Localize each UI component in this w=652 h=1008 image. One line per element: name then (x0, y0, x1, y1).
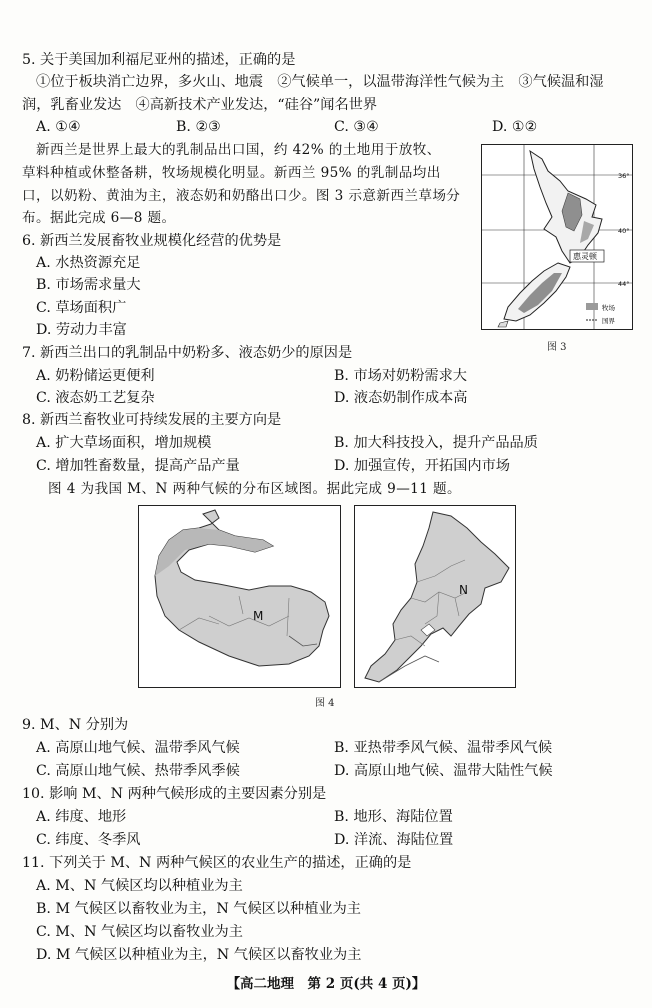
figure-4-map-n (354, 505, 516, 688)
q5-stem: 5. 关于美国加利福尼亚州的描述，正确的是 (22, 52, 296, 68)
q5-statements-1: ①位于板块消亡边界，多火山、地震 ②气候单一，以温带海洋性气候为主 ③气候温和湿 (36, 74, 604, 90)
q5-option-b[interactable]: B. ②③ (176, 119, 221, 135)
q10-option-b[interactable]: B. 地形、海陆位置 (334, 809, 453, 825)
q7-option-c[interactable]: C. 液态奶工艺复杂 (36, 390, 155, 406)
q11-option-a[interactable]: A. M、N 气候区均以种植业为主 (36, 878, 243, 894)
q8-option-c[interactable]: C. 增加牲畜数量，提高产品产量 (36, 458, 240, 474)
passage-nz-line1: 新西兰是世界上最大的乳制品出口国，约 42% 的土地用于放牧、 (36, 142, 441, 158)
figure-3-caption: 图 3 (547, 342, 567, 353)
q6-option-b[interactable]: B. 市场需求量大 (36, 277, 141, 293)
fig3-city-label: 惠灵顿 (573, 252, 597, 261)
q8-option-a[interactable]: A. 扩大草场面积，增加规模 (36, 435, 212, 451)
figure-4-caption: 图 4 (315, 698, 335, 709)
q8-stem: 8. 新西兰畜牧业可持续发展的主要方向是 (22, 412, 282, 428)
q10-option-d[interactable]: D. 洋流、海陆位置 (334, 832, 454, 848)
q7-option-b[interactable]: B. 市场对奶粉需求大 (334, 368, 467, 384)
figure-4-map-m (138, 505, 341, 688)
q5-statements-2: 润，乳畜业发达 ④高新技术产业发达，“硅谷”闻名世界 (22, 97, 378, 113)
q9-option-b[interactable]: B. 亚热带季风气候、温带季风气候 (334, 740, 553, 756)
fig3-lat-36: 36° (618, 172, 630, 180)
legend-pasture-swatch (586, 303, 598, 310)
figure-3-map (481, 144, 633, 330)
q9-stem: 9. M、N 分别为 (22, 717, 129, 733)
q10-option-c[interactable]: C. 纬度、冬季风 (36, 832, 141, 848)
q8-option-b[interactable]: B. 加大科技投入，提升产品品质 (334, 435, 538, 451)
q6-option-a[interactable]: A. 水热资源充足 (36, 255, 141, 271)
q9-option-d[interactable]: D. 高原山地气候、温带大陆性气候 (334, 763, 553, 779)
passage-nz-line3: 口，以奶粉、黄油为主，液态奶和奶酪出口少。图 3 示意新西兰草场分 (22, 188, 461, 204)
q5-option-d[interactable]: D. ①② (492, 119, 538, 135)
q6-stem: 6. 新西兰发展畜牧业规模化经营的优势是 (22, 233, 282, 249)
fig3-lat-44: 44° (618, 280, 630, 288)
q5-option-a[interactable]: A. ①④ (36, 119, 81, 135)
page-footer: 【高二地理 第 2 页(共 4 页)】 (226, 976, 426, 992)
q7-stem: 7. 新西兰出口的乳制品中奶粉多、液态奶少的原因是 (22, 345, 353, 361)
q7-option-a[interactable]: A. 奶粉储运更便利 (36, 368, 155, 384)
q10-stem: 10. 影响 M、N 两种气候形成的主要因素分别是 (22, 786, 327, 802)
q7-option-d[interactable]: D. 液态奶制作成本高 (334, 390, 468, 406)
q10-option-a[interactable]: A. 纬度、地形 (36, 809, 127, 825)
passage-nz-line4: 布。据此完成 6—8 题。 (22, 210, 176, 226)
fig3-legend-pasture: 牧场 (602, 304, 615, 312)
q9-option-a[interactable]: A. 高原山地气候、温带季风气候 (36, 740, 240, 756)
fig4-label-n: N (459, 583, 468, 597)
fig3-legend-border: 国界 (602, 317, 615, 325)
q5-option-c[interactable]: C. ③④ (334, 119, 379, 135)
fig3-lat-40: 40° (618, 227, 630, 235)
fig4-label-m: M (253, 609, 264, 623)
q6-option-d[interactable]: D. 劳动力丰富 (36, 322, 127, 338)
q6-option-c[interactable]: C. 草场面积广 (36, 300, 127, 316)
q11-option-d[interactable]: D. M 气候区以种植业为主，N 气候区以畜牧业为主 (36, 947, 362, 963)
q11-option-c[interactable]: C. M、N 气候区均以畜牧业为主 (36, 924, 243, 940)
passage-fig4-intro: 图 4 为我国 M、N 两种气候的分布区域图。据此完成 9—11 题。 (48, 481, 461, 497)
q11-option-b[interactable]: B. M 气候区以畜牧业为主，N 气候区以种植业为主 (36, 901, 361, 917)
q11-stem: 11. 下列关于 M、N 两种气候区的农业生产的描述，正确的是 (22, 855, 412, 871)
q8-option-d[interactable]: D. 加强宣传，开拓国内市场 (334, 458, 510, 474)
q9-option-c[interactable]: C. 高原山地气候、热带季风季候 (36, 763, 240, 779)
passage-nz-line2: 草料种植或休整备耕，牧场规模化明显。新西兰 95% 的乳制品均出 (22, 165, 441, 181)
